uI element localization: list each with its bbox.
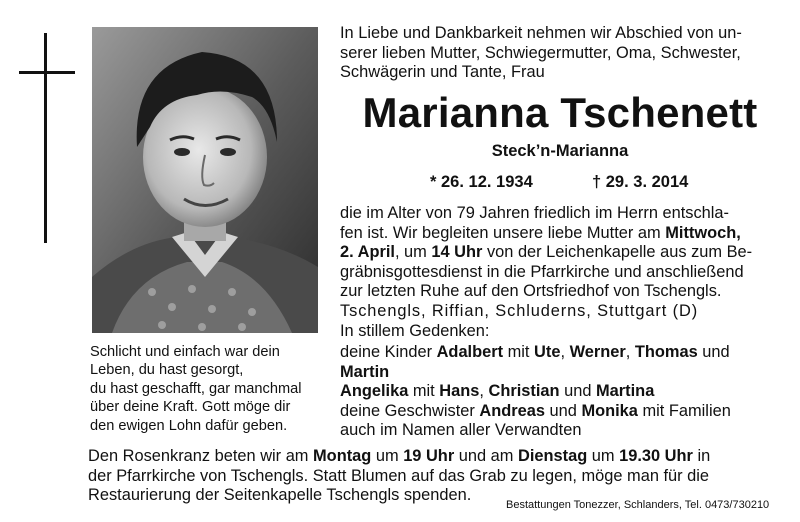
family-list [340,343,782,441]
intro-line: serer lieben Mutter, Schwiegermutter, Oma, Schwester, [340,43,741,62]
cross-symbol [44,33,47,243]
poem-line: den ewigen Lohn dafür geben. [90,417,288,434]
notice-line: 2. April, um 14 Uhr von der Leichenkapelle aus zum Be- [340,243,753,262]
poem-line: du hast geschafft, gar manchmal [90,380,302,397]
portrait-photo [92,27,318,333]
in-memory-heading: In stillem Gedenken: [340,322,490,340]
rosary-line: der Pfarrkirche von Tschengls. Statt Blumen auf das Grab zu legen, möge man für die [88,466,710,485]
family-line: Angelika mit Hans, Christian und Martina [340,382,655,401]
birth-date: * 26. 12. 1934 [430,173,533,191]
deceased-name: Marianna Tschenett [362,89,758,136]
family-line: auch im Namen aller Verwandten [340,421,582,440]
poem-line: Leben, du hast gesorgt, [90,362,244,379]
rosary-line: Den Rosenkranz beten wir am Montag um 19 Uhr und am Dienstag um 19.30 Uhr in [88,447,711,465]
notice-line: gräbnisgottesdienst in die Pfarrkirche und anschließend [340,262,744,281]
intro-text [340,24,780,83]
deceased-nickname: Steck’n-Marianna [491,142,629,160]
notice-line: zur letzten Ruhe auf den Ortsfriedhof von Tschengls. [340,282,722,301]
death-date: † 29. 3. 2014 [592,173,689,191]
intro-line: In Liebe und Dankbarkeit nehmen wir Abschied von un- [340,24,742,42]
family-line: Martin [340,362,390,381]
poem-line: über deine Kraft. Gott möge dir [90,399,291,416]
funeral-home-credit: Bestattungen Tonezzer, Schlanders, Tel. 0473/730210 [506,499,770,511]
funeral-notice-text [340,204,782,302]
places-line: Tschengls, Riffian, Schluderns, Stuttgart (D) [340,302,699,320]
rosary-notice [88,447,782,506]
family-line: deine Geschwister Andreas und Monika mit Familien [340,401,731,420]
rosary-line: Restaurierung der Seitenkapelle Tschengls spenden. [88,486,472,505]
poem-line: Schlicht und einfach war dein [90,344,280,360]
notice-line: fen ist. Wir begleiten unsere liebe Mutter am Mittwoch, [340,223,741,242]
memorial-poem [90,343,322,435]
notice-line: die im Alter von 79 Jahren friedlich im Herrn entschla- [340,204,729,222]
family-line: deine Kinder Adalbert mit Ute, Werner, Thomas und [340,343,730,361]
cross-symbol-bar [19,71,75,74]
intro-line: Schwägerin und Tante, Frau [340,63,545,81]
